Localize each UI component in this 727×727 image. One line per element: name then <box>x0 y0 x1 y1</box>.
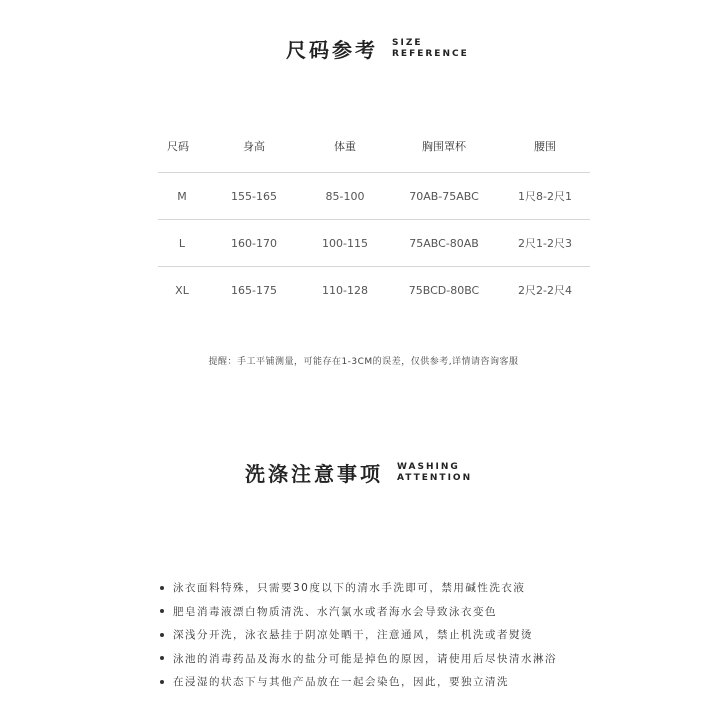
care-item-text: 深浅分开洗，泳衣悬挂于阴凉处晒干，注意通风，禁止机洗或者熨烫 <box>173 629 533 642</box>
bullet-icon <box>160 680 164 684</box>
cell-size: L <box>178 236 186 250</box>
bullet-icon <box>160 633 164 637</box>
care-item-text: 泳池的消毒药品及海水的盐分可能是掉色的原因，请使用后尽快清水淋浴 <box>173 652 557 665</box>
size-table-header <box>150 132 590 160</box>
cell-bust-cup: 70AB-75ABC <box>409 189 479 203</box>
cell-size: XL <box>175 283 189 297</box>
care-item-text: 肥皂消毒液漂白物质清洗、水汽氯水或者海水会导致泳衣变色 <box>173 605 497 618</box>
list-item <box>160 600 557 624</box>
size-reference-title-en-line2: REFERENCE <box>392 48 469 59</box>
size-reference-title <box>286 34 469 63</box>
header-waist: 腰围 <box>534 140 556 153</box>
size-table <box>150 132 590 297</box>
care-item-text: 泳衣面料特殊，只需要30度以下的清水手洗即可，禁用碱性洗衣液 <box>173 582 526 595</box>
cell-waist: 2尺1-2尺3 <box>518 237 572 250</box>
care-instructions-list <box>160 576 557 694</box>
care-item-text: 在浸湿的状态下与其他产品放在一起会染色，因此，要独立清洗 <box>173 676 509 689</box>
cell-weight: 110-128 <box>322 283 368 297</box>
cell-waist: 1尺8-2尺1 <box>518 190 572 203</box>
list-item <box>160 670 557 694</box>
cell-bust-cup: 75BCD-80BC <box>408 283 480 297</box>
bullet-icon <box>160 586 164 590</box>
washing-attention-title-en-line2: ATTENTION <box>397 472 473 483</box>
bullet-icon <box>160 609 164 613</box>
list-item <box>160 647 557 671</box>
cell-height: 160-170 <box>231 236 277 250</box>
cell-bust-cup: 75ABC-80AB <box>409 236 479 250</box>
bullet-icon <box>160 656 164 660</box>
washing-attention-title-cn: 洗涤注意事项 <box>245 462 383 486</box>
measurement-note: 提醒：手工平铺测量，可能存在1-3CM的误差，仅供参考,详情请咨询客服 <box>208 357 519 367</box>
cell-height: 155-165 <box>231 189 277 203</box>
table-row <box>158 219 590 266</box>
washing-attention-title-en-line1: WASHING <box>397 461 460 472</box>
cell-weight: 100-115 <box>322 236 368 250</box>
header-bust-cup: 胸围罩杯 <box>422 140 466 153</box>
list-item <box>160 576 557 600</box>
list-item <box>160 623 557 647</box>
washing-attention-title-en <box>397 462 472 484</box>
cell-size: M <box>177 189 187 203</box>
cell-height: 165-175 <box>231 283 277 297</box>
washing-attention-title <box>245 458 472 487</box>
table-row <box>158 172 590 219</box>
size-reference-title-en-line1: SIZE <box>392 37 423 48</box>
size-table-body <box>158 172 590 313</box>
table-row <box>158 266 590 313</box>
header-size: 尺码 <box>167 140 189 153</box>
size-reference-title-cn: 尺码参考 <box>286 38 378 62</box>
header-weight: 体重 <box>334 140 356 153</box>
cell-waist: 2尺2-2尺4 <box>518 284 572 297</box>
cell-weight: 85-100 <box>325 189 365 203</box>
size-reference-title-en <box>392 38 469 60</box>
header-height: 身高 <box>243 140 265 153</box>
